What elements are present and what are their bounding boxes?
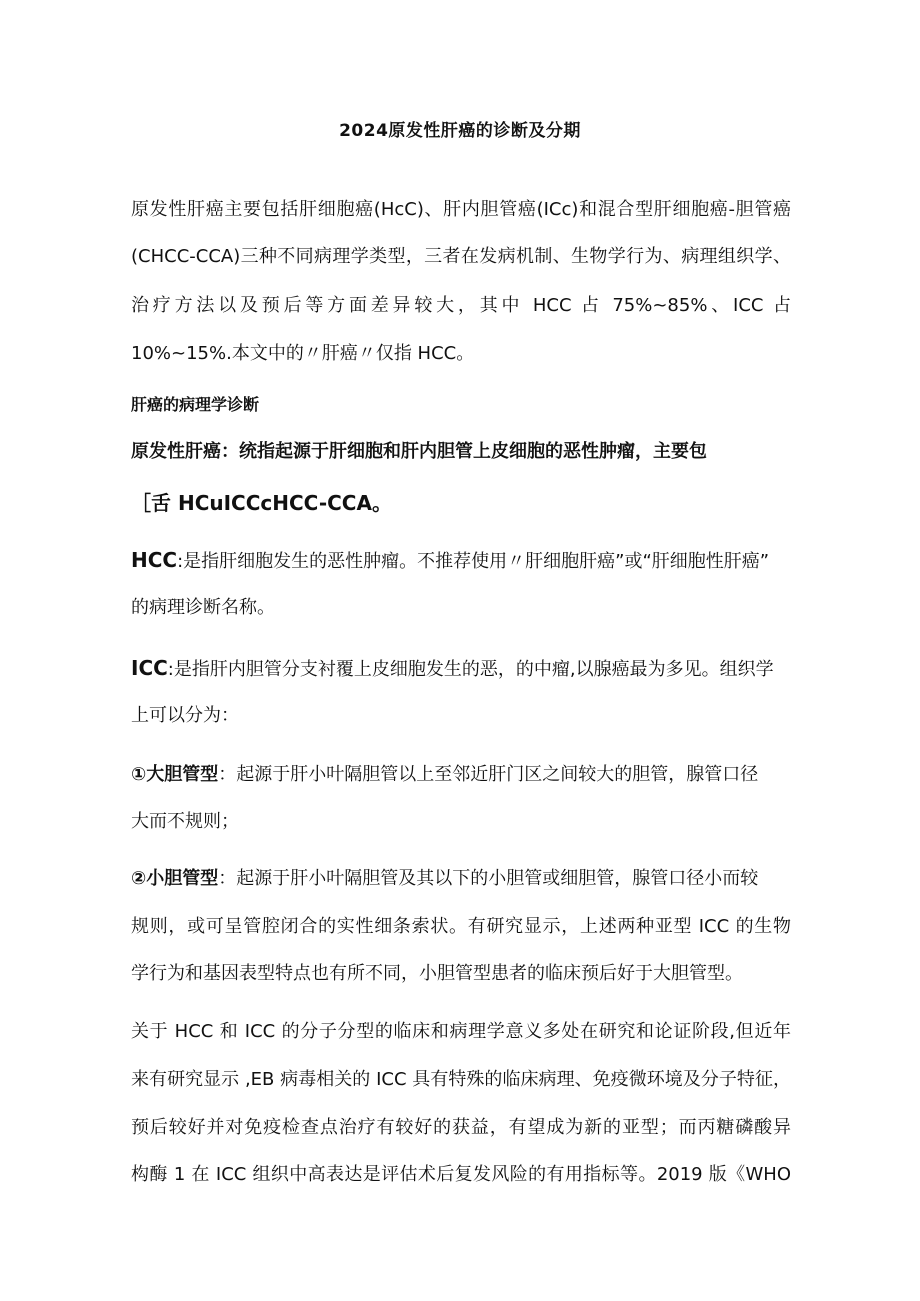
document-title: 2024原发性肝癌的诊断及分期 [339, 121, 581, 141]
type1-term: ①大胆管型 [131, 764, 219, 785]
intro-line-3: 治疗方法以及预后等方面差异较大，其中 HCC 占 75%~85%、ICC 占 [131, 295, 791, 316]
hcc-line-2: 的病理诊断名称。 [131, 597, 275, 618]
molecular-line-4: 构酶 1 在 ICC 组织中高表达是评估术后复发风险的有用指标等。2019 版《WHO [131, 1164, 791, 1185]
primary-line-2: ［舌 HCuICCcHCC-CCA。 [131, 491, 392, 515]
molecular-line-1: 关于 HCC 和 ICC 的分子分型的临床和病理学意义多处在研究和论证阶段,但近年 [131, 1021, 791, 1042]
hcc-term: HCC [131, 548, 178, 572]
molecular-line-3: 预后较好并对免疫检查点治疗有较好的获益，有望成为新的亚型；而丙糖磷酸异 [131, 1117, 791, 1138]
type2-line-2: 规则，或可呈管腔闭合的实性细条索状。有研究显示，上述两种亚型 ICC 的生物 [131, 916, 791, 937]
intro-line-1: 原发性肝癌主要包括肝细胞癌(HcC)、肝内胆管癌(ICc)和混合型肝细胞癌-胆管癌 [131, 199, 791, 220]
intro-line-4: 10%~15%.本文中的〃肝癌〃仅指 HCC。 [131, 343, 475, 364]
intro-line-2: (CHCC-CCA)三种不同病理学类型，三者在发病机制、生物学行为、病理组织学、 [131, 246, 791, 267]
type1-line-1: ：起源于肝小叶隔胆管以上至邻近肝门区之间较大的胆管，腺管口径 [218, 764, 759, 785]
icc-line-1: :是指肝内胆管分支衬覆上皮细胞发生的恶，的中瘤,以腺癌最为多见。组织学 [167, 659, 774, 680]
type2-line-3: 学行为和基因表型特点也有所不同，小胆管型患者的临床预后好于大胆管型。 [131, 963, 743, 984]
type2-line-1: ：起源于肝小叶隔胆管及其以下的小胆管或细胆管，腺管口径小而较 [218, 868, 759, 889]
type1-line-2: 大而不规则； [131, 811, 239, 832]
hcc-line-1: :是指肝细胞发生的恶性肿瘤。不推荐使用〃肝细胞肝癌”或“肝细胞性肝癌” [177, 551, 770, 572]
type2-term: ②小胆管型 [131, 868, 219, 889]
molecular-line-2: 来有研究显示 ,EB 病毒相关的 ICC 具有特殊的临床病理、免疫微环境及分子特征， [131, 1069, 791, 1090]
section-heading: 肝癌的病理学诊断 [131, 395, 260, 414]
icc-term: ICC [131, 656, 168, 680]
primary-line-1: 原发性肝癌：统指起源于肝细胞和肝内胆管上皮细胞的恶性肿瘤，主要包 [131, 441, 707, 462]
icc-line-2: 上可以分为： [131, 705, 239, 726]
